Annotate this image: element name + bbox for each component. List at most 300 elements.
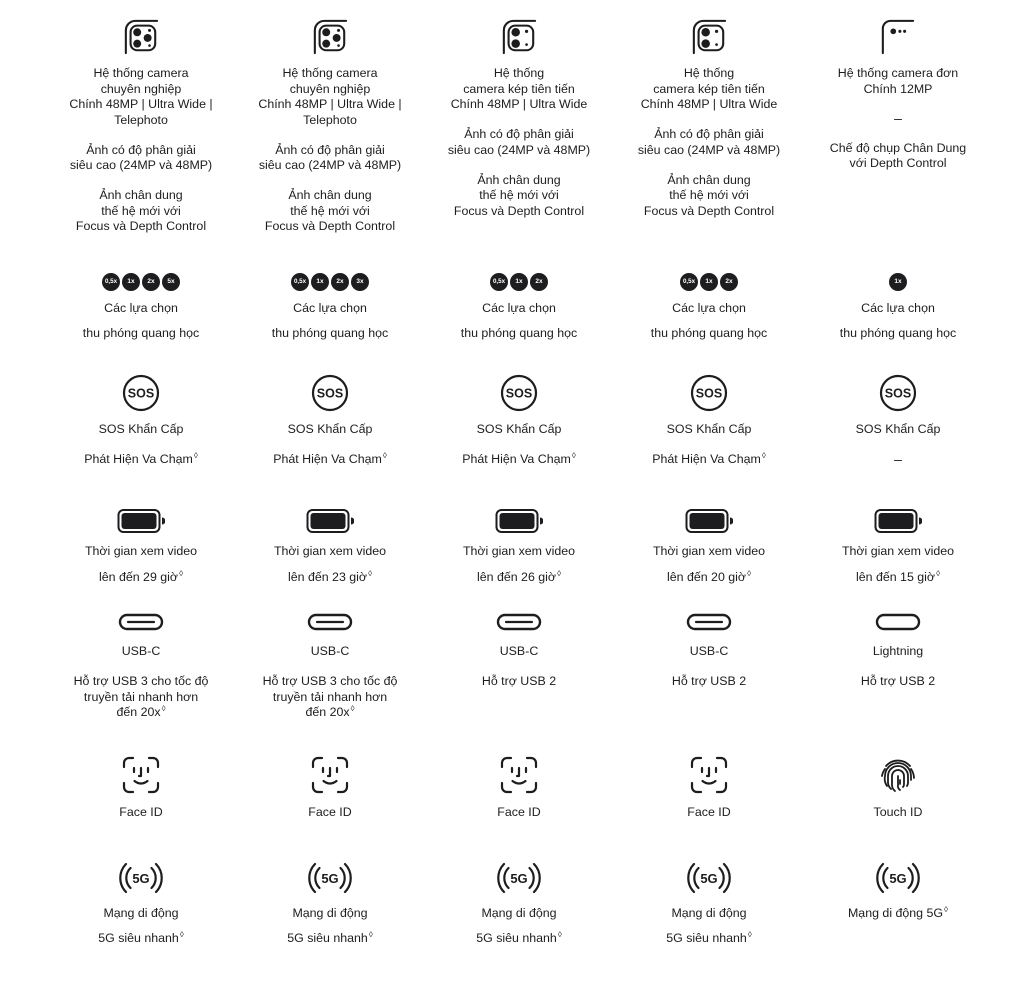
text-line-value: Telephoto xyxy=(114,112,168,127)
text-line xyxy=(235,570,425,586)
text-line xyxy=(614,97,804,113)
authentication-section xyxy=(46,756,236,821)
triple-camera-icon xyxy=(312,18,348,56)
zoom-chip: 0,5x xyxy=(291,273,309,291)
cellular-label xyxy=(46,906,236,946)
text-line-value: Ảnh chân dung xyxy=(667,172,751,187)
text-line xyxy=(424,906,614,922)
battery-icon xyxy=(306,508,354,534)
footnote-marker: ◊ xyxy=(368,568,373,578)
zoom-chip: 0,5x xyxy=(102,273,120,291)
crash-detection-label xyxy=(614,452,804,468)
5g-signal-icon xyxy=(306,859,354,897)
usb-c-port-icon xyxy=(118,612,164,632)
zoom-chip: 3x xyxy=(351,273,369,291)
text-line xyxy=(235,301,425,317)
text-line-value: Hệ thống camera xyxy=(93,66,189,80)
authentication-label: Face ID xyxy=(687,805,731,819)
text-line-value: Hệ thống camera xyxy=(282,66,378,80)
text-line xyxy=(614,66,804,82)
text-line-value: Thời gian xem video xyxy=(652,544,766,558)
footnote-marker: ◊ xyxy=(936,568,941,578)
text-line-value: Hỗ trợ USB 3 cho tốc độ xyxy=(262,674,398,688)
text-line xyxy=(46,66,236,82)
emergency-sos-label: SOS Khẩn Cấp xyxy=(287,422,373,436)
text-line xyxy=(235,113,425,129)
authentication-section xyxy=(235,756,425,821)
text-line-value: Focus và Depth Control xyxy=(643,203,775,218)
sos-icon xyxy=(311,374,349,412)
sos-badge-text: SOS xyxy=(884,386,912,401)
text-line-value: 5G siêu nhanh xyxy=(666,930,747,945)
zoom-chip: 0,5x xyxy=(680,273,698,291)
crash-detection-label xyxy=(424,452,614,468)
text-line xyxy=(46,705,236,721)
zoom-chip: 1x xyxy=(122,273,140,291)
text-line-value: Ảnh có độ phân giải xyxy=(464,127,574,141)
text-line-value: Chế độ chụp Chân Dung xyxy=(829,140,967,155)
text-line xyxy=(424,97,614,113)
emergency-sos-label: SOS Khẩn Cấp xyxy=(476,422,562,436)
port-section xyxy=(46,612,236,721)
zoom-options xyxy=(46,273,236,292)
footnote-marker: ◊ xyxy=(193,451,198,460)
text-line-value: Ảnh có độ phân giải xyxy=(654,127,764,141)
text-line-value: Hệ thống xyxy=(683,66,735,80)
cellular-label xyxy=(803,906,993,922)
text-line-value: Mạng di động xyxy=(292,906,368,920)
camera-text xyxy=(235,66,425,235)
sos-badge-text: SOS xyxy=(127,386,155,401)
text-line-value: thế hệ mới với xyxy=(290,203,370,218)
text-line xyxy=(803,66,993,82)
text-line xyxy=(803,906,993,922)
face-id-icon xyxy=(500,756,538,794)
text-line-value: Các lựa chọn xyxy=(293,301,367,315)
text-line xyxy=(803,544,993,560)
emergency-sos-label: SOS Khẩn Cấp xyxy=(855,422,941,436)
touch-id-icon xyxy=(803,756,993,796)
text-line-value: Thời gian xem video xyxy=(462,544,576,558)
text-line-value: Các lựa chọn xyxy=(861,301,935,315)
5g-signal-icon xyxy=(874,859,922,897)
authentication-label: Touch ID xyxy=(873,805,923,819)
face-id-icon xyxy=(46,756,236,794)
text-line xyxy=(46,97,236,113)
camera-icon xyxy=(424,18,614,56)
text-line-value: lên đến 23 giờ xyxy=(287,569,368,584)
text-line-value: Thời gian xem video xyxy=(84,544,198,558)
network-section xyxy=(803,859,993,922)
model-column-3 xyxy=(424,0,614,1003)
optical-zoom-section xyxy=(424,273,614,341)
authentication-label: Face ID xyxy=(308,805,352,819)
face-id-icon xyxy=(614,756,804,794)
face-id-icon xyxy=(122,756,160,794)
text-line xyxy=(235,143,425,159)
crash-detection-text: Phát Hiện Va Chạm xyxy=(652,452,761,466)
model-column-1 xyxy=(46,0,236,1003)
port-type-label: USB-C xyxy=(121,644,161,658)
footnote-marker: ◊ xyxy=(557,929,562,939)
face-id-icon xyxy=(311,756,349,794)
model-column-2 xyxy=(235,0,425,1003)
emergency-sos-label: SOS Khẩn Cấp xyxy=(98,422,184,436)
text-line-value: thu phóng quang học xyxy=(460,325,578,340)
text-line xyxy=(424,674,614,690)
text-line xyxy=(424,931,614,947)
text-line-value: Focus và Depth Control xyxy=(453,203,585,218)
text-line-value: Hệ thống camera đơn xyxy=(837,66,959,80)
text-line-value: Telephoto xyxy=(303,112,357,127)
triple-camera-icon xyxy=(123,18,159,56)
text-line xyxy=(614,173,804,189)
crash-detection-label xyxy=(235,452,425,468)
text-line-value: chuyên nghiệp xyxy=(100,81,182,96)
zoom-chip: 5x xyxy=(162,273,180,291)
footnote-marker: ◊ xyxy=(747,568,752,578)
battery-icon xyxy=(495,508,543,534)
text-line-value: Các lựa chọn xyxy=(672,301,746,315)
camera-text xyxy=(614,66,804,219)
text-line-value: Ảnh chân dung xyxy=(477,172,561,187)
zoom-chip: 0,5x xyxy=(490,273,508,291)
text-line xyxy=(235,188,425,204)
model-column-5 xyxy=(803,0,993,1003)
text-line-value: Mạng di động xyxy=(671,906,747,920)
text-line-value: Các lựa chọn xyxy=(104,301,178,315)
crash-detection-text: Phát Hiện Va Chạm xyxy=(273,452,382,466)
text-line xyxy=(46,690,236,706)
text-line xyxy=(614,82,804,98)
text-line xyxy=(46,301,236,317)
zoom-chip: 1x xyxy=(700,273,718,291)
usb-speed-label xyxy=(424,674,614,690)
text-line xyxy=(614,674,804,690)
authentication-label: Face ID xyxy=(497,805,541,819)
footnote-marker: ◊ xyxy=(761,451,766,460)
footnote-marker: ◊ xyxy=(179,568,184,578)
not-available-dash: – xyxy=(894,450,902,467)
5g-badge-text: 5G xyxy=(510,871,528,886)
safety-section xyxy=(803,374,993,467)
zoom-label xyxy=(46,301,236,341)
camera-section xyxy=(424,18,614,219)
zoom-chip: 1x xyxy=(311,273,329,291)
sos-icon xyxy=(879,374,917,412)
camera-section xyxy=(46,18,236,235)
text-line-value: siêu cao (24MP và 48MP) xyxy=(258,158,402,172)
zoom-label xyxy=(424,301,614,341)
battery-icon xyxy=(685,508,733,534)
text-line-value: Chính 48MP | Ultra Wide xyxy=(450,97,588,111)
text-line-value: Focus và Depth Control xyxy=(264,219,396,233)
authentication-label: Face ID xyxy=(119,805,163,819)
touch-id-icon xyxy=(878,756,918,796)
5g-signal-icon xyxy=(495,859,543,897)
dual-camera-icon xyxy=(691,18,727,56)
text-line xyxy=(803,570,993,586)
text-line-value: siêu cao (24MP và 48MP) xyxy=(447,142,591,157)
port-section xyxy=(803,612,993,690)
text-line xyxy=(614,570,804,586)
text-line xyxy=(235,674,425,690)
footnote-marker: ◊ xyxy=(557,568,562,578)
text-line xyxy=(235,204,425,220)
text-line xyxy=(424,66,614,82)
text-line xyxy=(235,66,425,82)
safety-section xyxy=(235,374,425,468)
footnote-marker: ◊ xyxy=(179,929,184,939)
authentication-section xyxy=(803,756,993,821)
single-camera-icon xyxy=(880,18,916,56)
text-line-value: Mạng di động xyxy=(481,906,557,920)
safety-section xyxy=(46,374,236,468)
text-line-value: Chính 48MP | Ultra Wide xyxy=(640,97,778,111)
text-line xyxy=(803,301,993,317)
text-line xyxy=(424,301,614,317)
model-column-4 xyxy=(614,0,804,1003)
usb-speed-label xyxy=(803,674,993,690)
face-id-icon xyxy=(424,756,614,794)
lightning-port-icon xyxy=(875,612,921,632)
5g-badge-text: 5G xyxy=(889,871,907,886)
face-id-icon xyxy=(235,756,425,794)
camera-icon xyxy=(235,18,425,56)
port-type-label: USB-C xyxy=(310,644,350,658)
text-line xyxy=(46,931,236,947)
5g-signal-icon xyxy=(117,859,165,897)
crash-detection-text: Phát Hiện Va Chạm xyxy=(462,452,571,466)
text-line-value: Chính 48MP | Ultra Wide | xyxy=(258,97,402,111)
text-line-value: chuyên nghiệp xyxy=(289,81,371,96)
footnote-marker: ◊ xyxy=(747,929,752,939)
optical-zoom-section xyxy=(614,273,804,341)
text-line xyxy=(424,570,614,586)
text-line xyxy=(235,906,425,922)
text-line xyxy=(424,82,614,98)
port-type-label: Lightning xyxy=(872,644,924,658)
text-line xyxy=(46,204,236,220)
text-line xyxy=(46,188,236,204)
battery-section xyxy=(424,508,614,585)
text-line-value: camera kép tiên tiến xyxy=(463,81,575,96)
text-line-value: Hệ thống xyxy=(493,66,545,80)
text-line-value: 5G siêu nhanh xyxy=(287,930,368,945)
camera-text xyxy=(46,66,236,235)
battery-section xyxy=(614,508,804,585)
text-line-value: Ảnh có độ phân giải xyxy=(86,142,196,157)
text-line-value: đến 20x xyxy=(116,705,161,719)
text-line xyxy=(424,326,614,342)
text-line-value: Chính 48MP | Ultra Wide | xyxy=(69,97,213,111)
text-line xyxy=(424,173,614,189)
battery-section xyxy=(46,508,236,585)
text-line xyxy=(46,82,236,98)
5g-badge-text: 5G xyxy=(132,871,150,886)
text-line-value: Các lựa chọn xyxy=(482,301,556,315)
battery-section xyxy=(803,508,993,585)
video-playback-label xyxy=(803,544,993,585)
text-line xyxy=(424,188,614,204)
zoom-chip: 1x xyxy=(510,273,528,291)
text-line xyxy=(614,188,804,204)
cellular-label xyxy=(614,906,804,946)
text-line-value: Thời gian xem video xyxy=(841,544,955,558)
text-line xyxy=(46,674,236,690)
text-line-value: Hỗ trợ USB 2 xyxy=(860,674,936,688)
footnote-marker: ◊ xyxy=(944,905,948,914)
text-line-value: Ảnh chân dung xyxy=(288,188,372,202)
footnote-marker: ◊ xyxy=(161,704,166,713)
zoom-label xyxy=(614,301,804,341)
battery-icon xyxy=(117,508,165,534)
text-line-value: Hỗ trợ USB 3 cho tốc độ xyxy=(73,674,209,688)
cellular-label xyxy=(235,906,425,946)
5g-badge-text: 5G xyxy=(700,871,718,886)
text-line xyxy=(803,141,993,157)
face-id-icon xyxy=(690,756,728,794)
optical-zoom-section xyxy=(46,273,236,341)
not-available-dash: – xyxy=(894,110,902,126)
safety-section xyxy=(614,374,804,468)
text-line xyxy=(614,544,804,560)
text-line-value: 5G siêu nhanh xyxy=(476,930,557,945)
zoom-chip: 1x xyxy=(889,273,907,291)
text-line-value: siêu cao (24MP và 48MP) xyxy=(637,142,781,157)
text-line-value: truyền tải nhanh hơn xyxy=(272,689,388,704)
text-line xyxy=(235,82,425,98)
sos-icon xyxy=(122,374,160,412)
zoom-options xyxy=(803,273,993,292)
port-type-label: USB-C xyxy=(499,644,539,658)
optical-zoom-section xyxy=(803,273,993,341)
port-section xyxy=(614,612,804,690)
text-line xyxy=(235,705,425,721)
zoom-label xyxy=(235,301,425,341)
zoom-options xyxy=(424,273,614,292)
usb-speed-label xyxy=(614,674,804,690)
text-line-value: thu phóng quang học xyxy=(839,325,957,340)
text-line-value: lên đến 15 giờ xyxy=(855,569,936,584)
text-line-value: Thời gian xem video xyxy=(273,544,387,558)
text-line-value: Focus và Depth Control xyxy=(75,219,207,233)
network-section xyxy=(235,859,425,946)
zoom-options xyxy=(614,273,804,292)
video-playback-label xyxy=(424,544,614,585)
video-playback-label xyxy=(614,544,804,585)
port-section xyxy=(424,612,614,690)
text-line-value: Mạng di động xyxy=(103,906,179,920)
camera-section xyxy=(235,18,425,235)
text-line-value: thế hệ mới với xyxy=(101,203,181,218)
authentication-section xyxy=(614,756,804,821)
text-line xyxy=(614,906,804,922)
text-line-value: thu phóng quang học xyxy=(82,325,200,340)
optical-zoom-section xyxy=(235,273,425,341)
text-line xyxy=(803,674,993,690)
zoom-options xyxy=(235,273,425,292)
text-line-value: thu phóng quang học xyxy=(271,325,389,340)
text-line-value: thu phóng quang học xyxy=(650,325,768,340)
text-line xyxy=(235,326,425,342)
text-line-value: lên đến 20 giờ xyxy=(666,569,747,584)
text-line-value: đến 20x xyxy=(305,705,350,719)
text-line xyxy=(46,143,236,159)
zoom-label xyxy=(803,301,993,341)
text-line xyxy=(235,931,425,947)
camera-icon xyxy=(614,18,804,56)
camera-text xyxy=(424,66,614,219)
dual-camera-icon xyxy=(501,18,537,56)
text-line xyxy=(235,690,425,706)
sos-badge-text: SOS xyxy=(505,386,533,401)
usb-c-port-icon xyxy=(496,612,542,632)
zoom-chip: 2x xyxy=(530,273,548,291)
usb-c-port-icon xyxy=(307,612,353,632)
footnote-marker: ◊ xyxy=(571,451,576,460)
text-line xyxy=(424,204,614,220)
authentication-section xyxy=(424,756,614,821)
text-line xyxy=(614,127,804,143)
text-line xyxy=(803,156,993,172)
text-line-value: lên đến 26 giờ xyxy=(476,569,557,584)
network-section xyxy=(614,859,804,946)
text-line xyxy=(424,127,614,143)
5g-signal-icon xyxy=(685,859,733,897)
usb-speed-label xyxy=(235,674,425,721)
text-line-value: Ảnh chân dung xyxy=(99,188,183,202)
port-type-label: USB-C xyxy=(689,644,729,658)
text-line xyxy=(46,544,236,560)
sos-badge-text: SOS xyxy=(695,386,723,401)
footnote-marker: ◊ xyxy=(368,929,373,939)
sos-badge-text: SOS xyxy=(316,386,344,401)
text-line xyxy=(424,544,614,560)
zoom-chip: 2x xyxy=(142,273,160,291)
text-line xyxy=(46,219,236,235)
text-line xyxy=(235,158,425,174)
text-line xyxy=(46,906,236,922)
battery-section xyxy=(235,508,425,585)
safety-section xyxy=(424,374,614,468)
camera-section xyxy=(614,18,804,219)
footnote-marker: ◊ xyxy=(382,451,387,460)
text-line xyxy=(614,204,804,220)
text-line xyxy=(235,97,425,113)
sos-icon xyxy=(500,374,538,412)
crash-detection-label xyxy=(46,452,236,468)
text-line xyxy=(424,143,614,159)
battery-icon xyxy=(874,508,922,534)
text-line-value: truyền tải nhanh hơn xyxy=(83,689,199,704)
crash-detection-text: Phát Hiện Va Chạm xyxy=(84,452,193,466)
text-line xyxy=(614,301,804,317)
text-line xyxy=(614,143,804,159)
usb-c-port-icon xyxy=(686,612,732,632)
text-line-value: Mạng di động 5G xyxy=(847,906,944,920)
text-line-value: thế hệ mới với xyxy=(479,188,559,202)
camera-text xyxy=(803,66,993,172)
text-line-value: lên đến 29 giờ xyxy=(98,569,179,584)
emergency-sos-label: SOS Khẩn Cấp xyxy=(666,422,752,436)
text-line-value: Chính 12MP xyxy=(863,81,933,96)
camera-icon xyxy=(46,18,236,56)
text-line xyxy=(46,570,236,586)
text-line xyxy=(614,326,804,342)
text-line-value: Hỗ trợ USB 2 xyxy=(671,674,747,688)
5g-badge-text: 5G xyxy=(321,871,339,886)
